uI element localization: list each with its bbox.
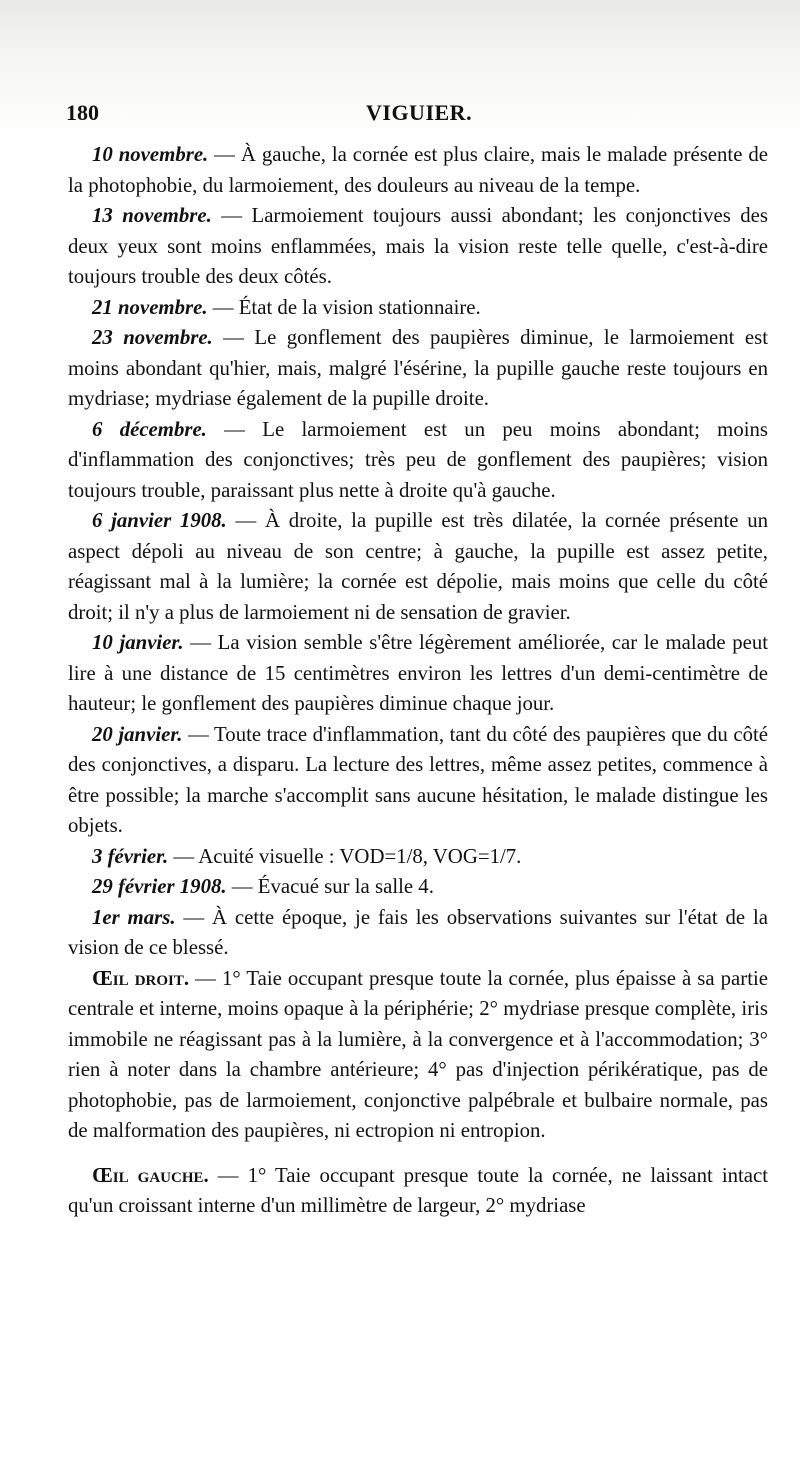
entry-date: 23 novembre. <box>92 326 213 349</box>
observation-text: — 1° Taie occupant presque toute la cornée, plus épaisse à sa partie centrale et interne, moins opaque à la périphérie; 2° mydriase presque complète, iris immobile ne réagissant pas à la lumière, à la convergence et à l'accommodation; 3° rien à noter dans la chambre antérieure; 4° pas d'injection périkératique, pas de photophobie, pas de larmoiement, conjonctive palpébrale et bulbaire normale, pas de malformation des paupières, ni ectropion ni entropion. <box>68 966 769 1142</box>
entry-date: 6 janvier 1908. <box>92 509 227 532</box>
entry-paragraph <box>68 415 768 507</box>
entry-date: 6 décembre. <box>92 417 207 441</box>
entry-date: 13 novembre. <box>92 204 212 227</box>
entry-text: — À gauche, la cornée est plus claire, mais le malade présente de la photophobie, du larmoiement, des douleurs au niveau de la tempe. <box>68 143 768 197</box>
page-header <box>66 96 766 132</box>
entry-date: 10 novembre. <box>92 143 209 166</box>
entry-date: 29 février 1908. <box>92 875 227 898</box>
entry-date: 10 janvier. <box>92 631 184 654</box>
observation-paragraph <box>68 964 768 1147</box>
entry-paragraph <box>68 628 768 720</box>
entry-date: 20 janvier. <box>92 722 183 746</box>
entry-text: — Le gonflement des paupières diminue, le larmoiement est moins abondant qu'hier, mais, malgré l'ésérine, la pupille gauche reste toujours en mydriase; mydriase également de la pupille droite. <box>68 326 768 410</box>
running-head: VIGUIER. <box>366 100 473 125</box>
entry-text: — La vision semble s'être légèrement améliorée, car le malade peut lire à une distance de 15 centimètres environ les lettres d'un demi-centimètre de hauteur; le gonflement des paupières diminue chaque jour. <box>68 631 769 715</box>
entry-text: — Évacué sur la salle 4. <box>226 875 434 898</box>
entry-paragraph <box>68 506 768 628</box>
entry-date: 1er mars. <box>92 905 176 929</box>
entry-paragraph <box>68 903 768 964</box>
entry-text: — Le larmoiement est un peu moins abondant; moins d'inflammation des conjonctives; très peu de gonflement des paupières; vision toujours trouble, paraissant plus nette à droite qu'à gauche. <box>68 417 768 502</box>
entry-paragraph <box>68 720 768 842</box>
entry-paragraph <box>68 323 768 415</box>
entry-paragraph <box>68 293 768 324</box>
entry-date: 3 février. <box>92 844 169 868</box>
entry-paragraph <box>68 872 768 903</box>
entry-text: — À droite, la pupille est très dilatée, la cornée présente un aspect dépoli au niveau de son centre; à gauche, la pupille est assez petite, réagissant mal à la lumière; la cornée est dépolie, mais moins que celle du côté droit; il n'y a plus de larmoiement ni de sensation de gravier. <box>68 509 768 624</box>
page-number: 180 <box>66 100 99 125</box>
entry-text: — Toute trace d'inflammation, tant du côté des paupières que du côté des conjonctives, a disparu. La lecture des lettres, même assez petites, commence à être possible; la marche s'accomplit sans aucune hésitation, le malade distingue les objets. <box>68 722 769 837</box>
observation-paragraph <box>68 1161 768 1222</box>
observation-heading: Œil droit. <box>92 966 190 990</box>
entry-paragraph <box>68 201 768 293</box>
entry-paragraph <box>68 842 768 873</box>
observation-text: — 1° Taie occupant presque toute la cornée, ne laissant intact qu'un croissant interne d'un millimètre de largeur, 2° mydriase <box>68 1163 769 1217</box>
body-text <box>68 140 768 1222</box>
entry-text: — Acuité visuelle : VOD=1/8, VOG=1/7. <box>168 844 522 868</box>
entry-text: — État de la vision stationnaire. <box>207 295 481 319</box>
entry-text: — Larmoiement toujours aussi abondant; les conjonctives des deux yeux sont moins enflammées, mais la vision reste telle quelle, c'est-à-dire toujours trouble des deux côtés. <box>68 204 768 288</box>
entry-text: — À cette époque, je fais les observations suivantes sur l'état de la vision de ce blessé. <box>68 905 768 959</box>
observation-heading: Œil gauche. <box>92 1163 209 1187</box>
entry-paragraph <box>68 140 768 201</box>
entry-date: 21 novembre. <box>92 295 208 319</box>
